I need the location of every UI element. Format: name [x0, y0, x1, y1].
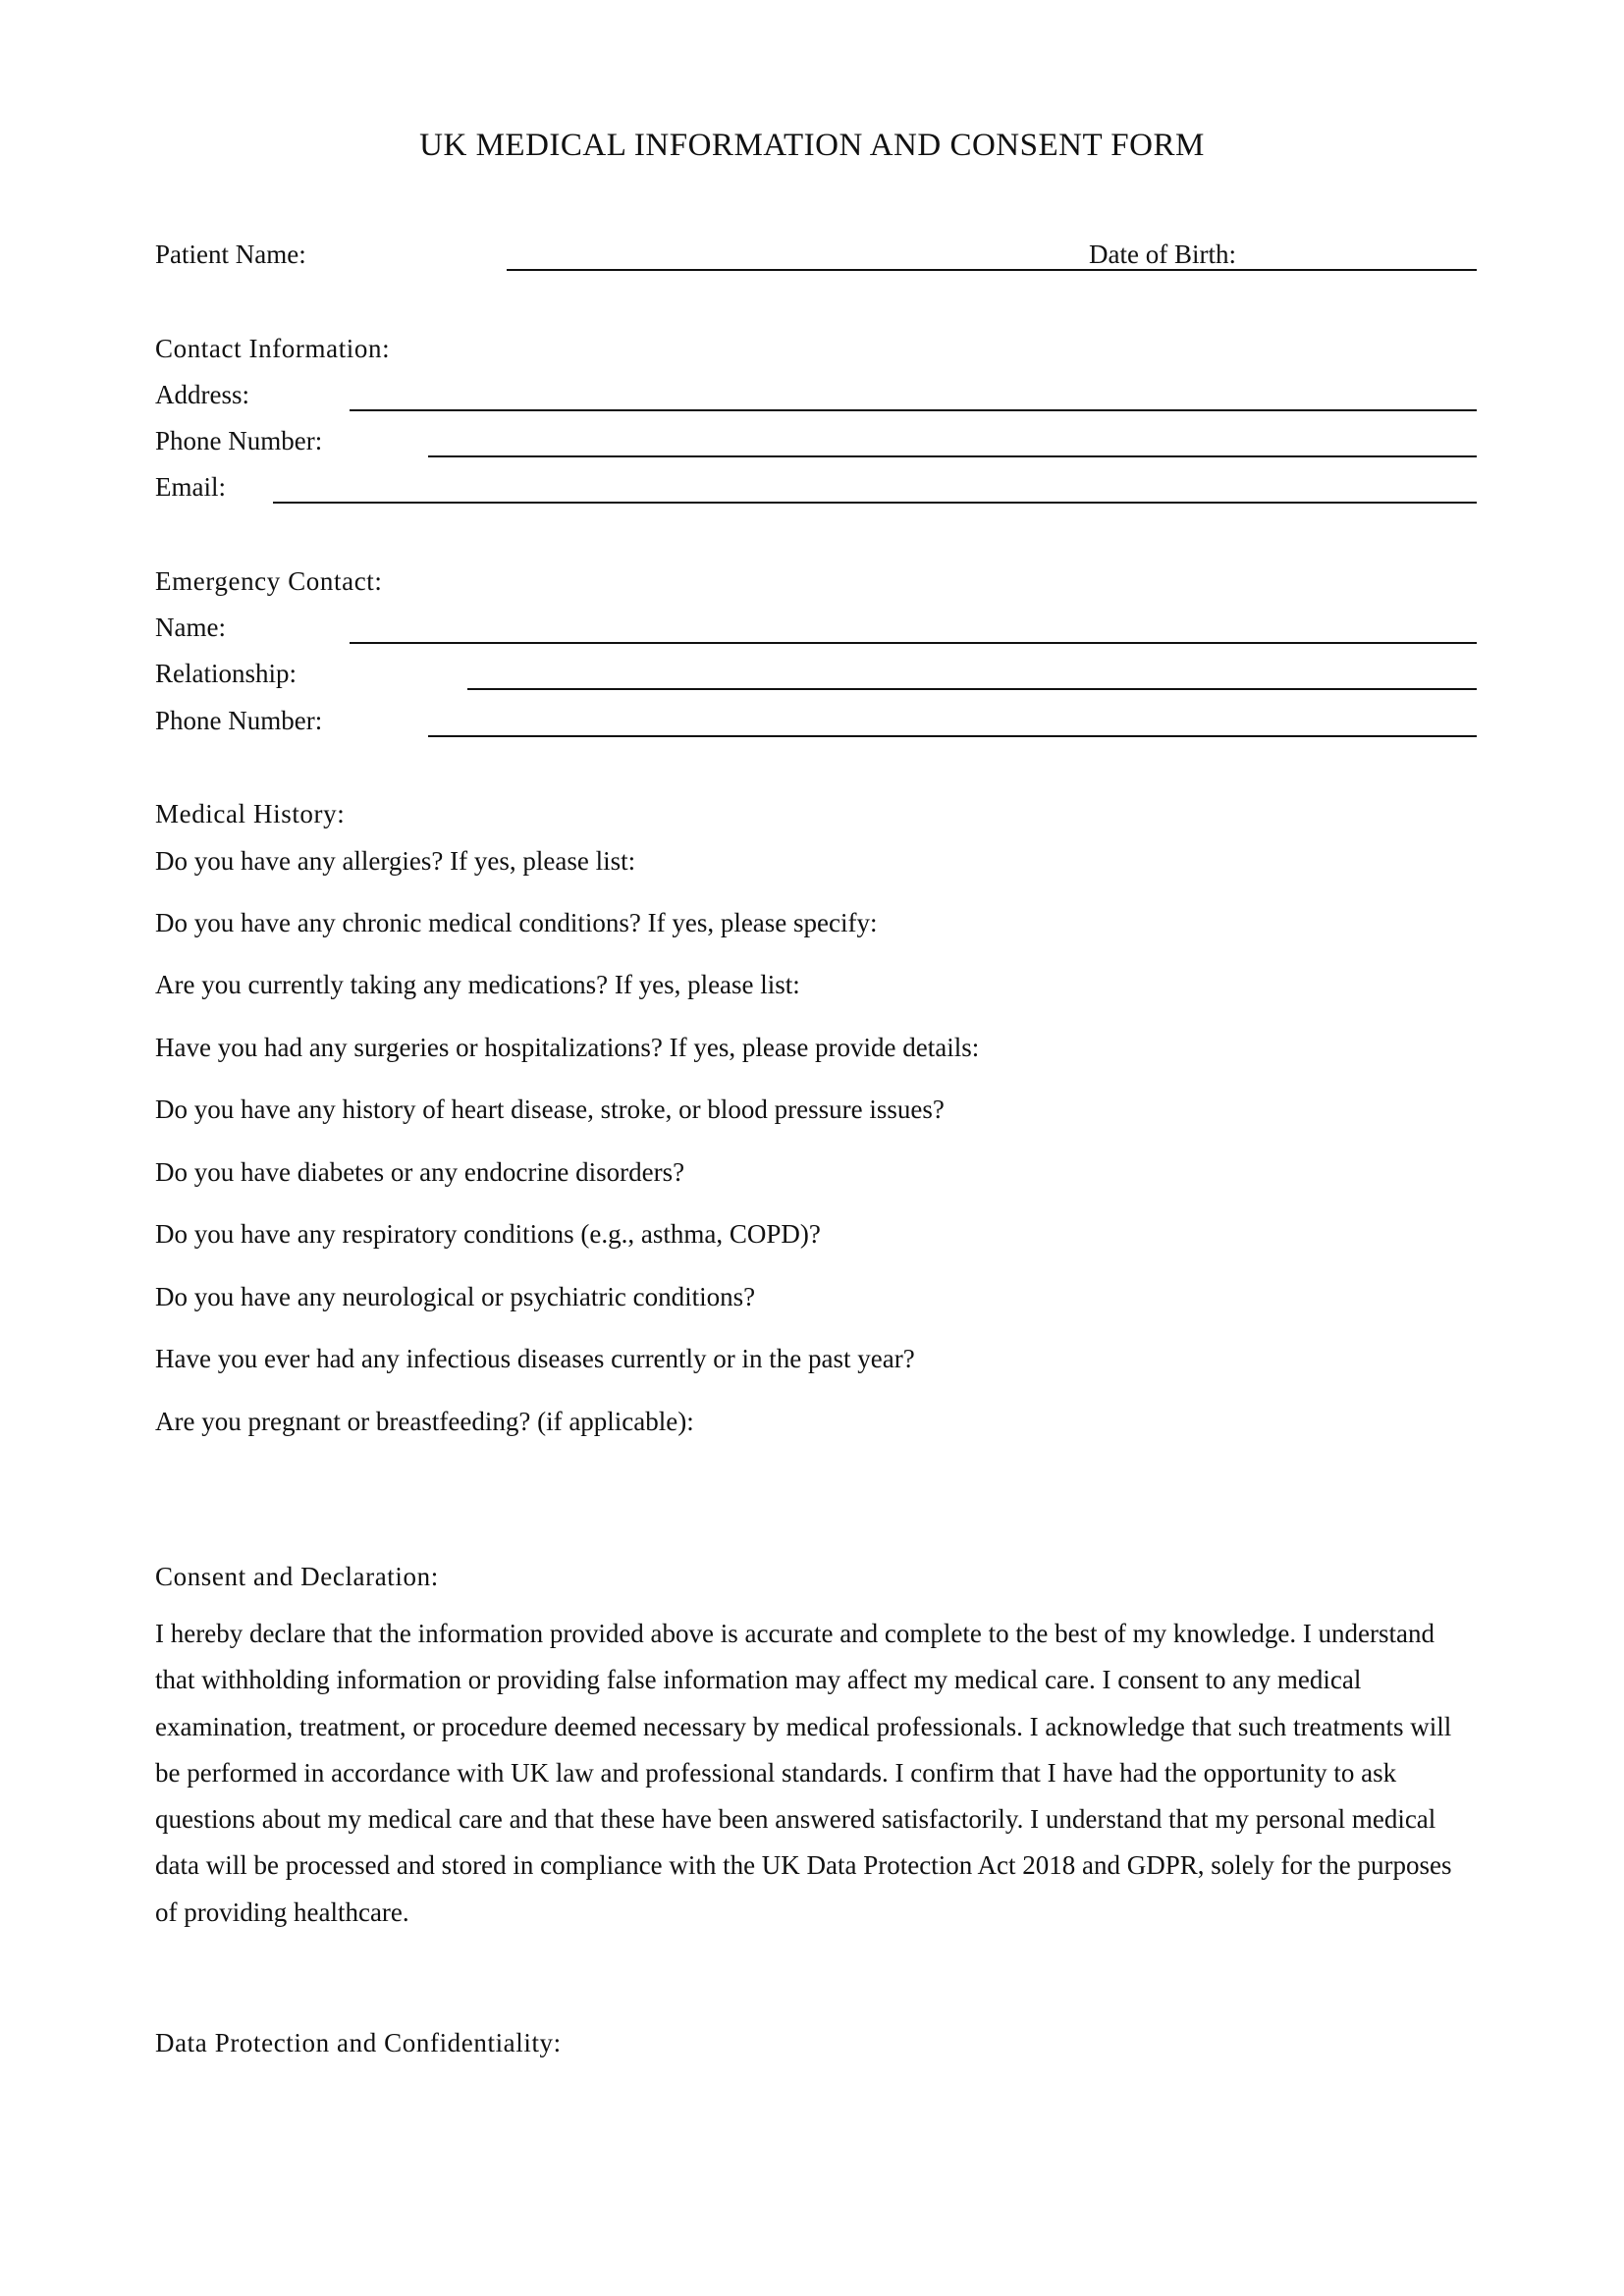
history-question: Are you currently taking any medications? If yes, please list:	[155, 970, 800, 999]
patient-name-field[interactable]	[507, 269, 1477, 271]
history-question: Do you have any chronic medical conditions? If yes, please specify:	[155, 908, 878, 937]
history-question: Are you pregnant or breastfeeding? (if applicable):	[155, 1407, 694, 1436]
consent-heading: Consent and Declaration:	[155, 1562, 439, 1591]
medical-history-heading: Medical History:	[155, 799, 346, 828]
phone-number-field[interactable]	[428, 455, 1477, 457]
history-question: Have you had any surgeries or hospitalizations? If yes, please provide details:	[155, 1033, 980, 1062]
emergency-contact-heading: Emergency Contact:	[155, 566, 383, 596]
emergency-phone-field[interactable]	[428, 735, 1477, 737]
consent-paragraph: I hereby declare that the information provided above is accurate and complete to the best of my knowledge. I understand that withholding information or providing false information may affect my medical care. I consent to any medical examination, treatment, or procedure deemed necessary by medical professionals. I acknowledge that such treatments will be performed in accordance with UK law and professional standards. I confirm that I have had the opportunity to ask questions about my medical care and that these have been answered satisfactorily. I understand that my personal medical data will be processed and stored in compliance with the UK Data Protection Act 2018 and GDPR, solely for the purposes of providing healthcare.	[155, 1619, 1452, 1927]
address-label: Address:	[155, 380, 249, 409]
history-question: Have you ever had any infectious diseases currently or in the past year?	[155, 1344, 915, 1373]
email-field[interactable]	[273, 502, 1477, 504]
data-protection-heading: Data Protection and Confidentiality:	[155, 2028, 562, 2057]
contact-information-heading: Contact Information:	[155, 334, 391, 363]
date-of-birth-label: Date of Birth:	[1089, 240, 1236, 269]
patient-name-label: Patient Name:	[155, 240, 306, 269]
emergency-name-field[interactable]	[350, 642, 1477, 644]
history-question: Do you have any history of heart disease, stroke, or blood pressure issues?	[155, 1095, 945, 1124]
relationship-field[interactable]	[467, 688, 1477, 690]
email-label: Email:	[155, 472, 226, 502]
history-question: Do you have any neurological or psychiatric conditions?	[155, 1282, 756, 1311]
phone-number-label: Phone Number:	[155, 426, 323, 455]
emergency-name-label: Name:	[155, 613, 226, 642]
history-question: Do you have diabetes or any endocrine disorders?	[155, 1157, 685, 1187]
history-question: Do you have any respiratory conditions (e.g., asthma, COPD)?	[155, 1219, 821, 1249]
form-title: UK MEDICAL INFORMATION AND CONSENT FORM	[419, 128, 1205, 163]
relationship-label: Relationship:	[155, 659, 297, 688]
emergency-phone-label: Phone Number:	[155, 706, 323, 735]
address-field[interactable]	[350, 409, 1477, 411]
history-question: Do you have any allergies? If yes, please list:	[155, 846, 636, 876]
